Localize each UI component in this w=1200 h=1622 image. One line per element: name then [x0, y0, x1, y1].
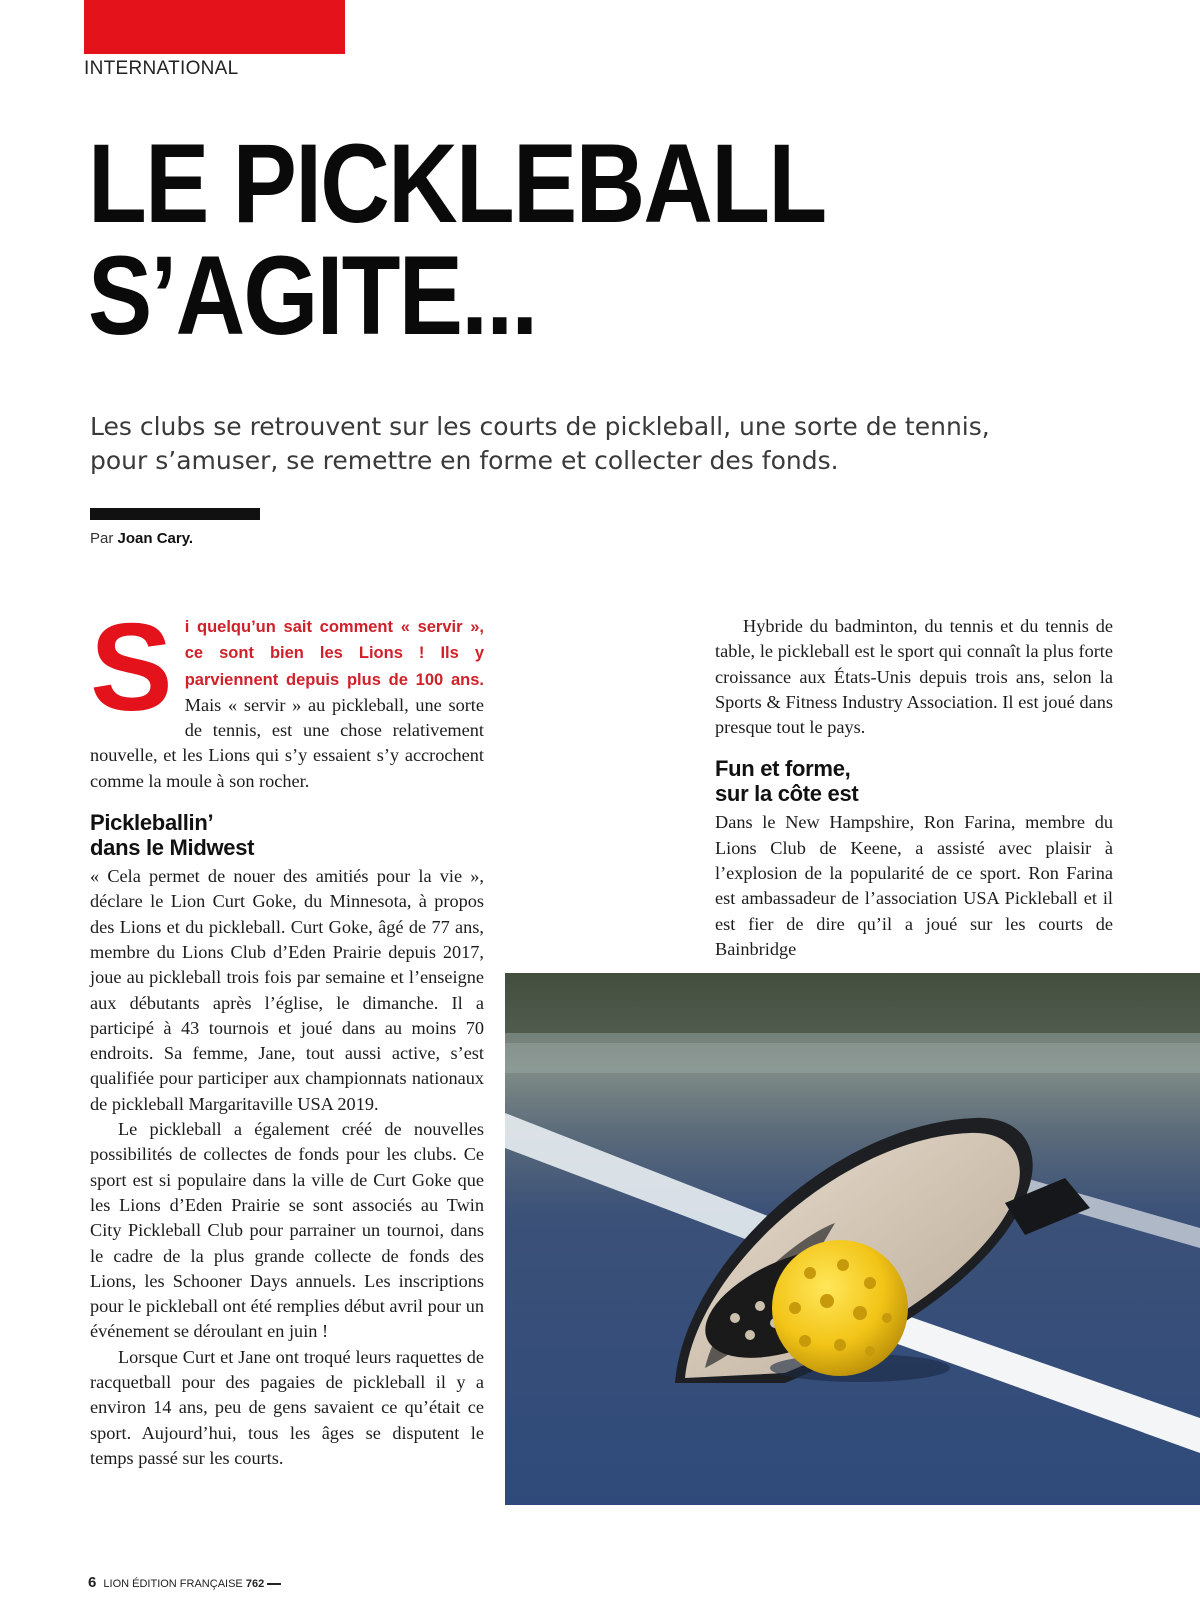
drop-cap: S	[90, 599, 173, 737]
headline-line-2: S’AGITE...	[88, 233, 537, 358]
body-paragraph: Lorsque Curt et Jane ont troqué leurs raquettes de racquetball pour des pagaies de pickleball il y a environ 14 ans, peu de gens savaient ce qu’était ce sport. Aujourd’hui, tous les âges se disputent le temps passé sur les courts.	[90, 1346, 484, 1468]
right-column	[715, 614, 1113, 962]
section-color-tab	[84, 0, 345, 54]
issue-number: 762	[245, 1578, 265, 1590]
footer-dash	[267, 1583, 281, 1585]
intro-rest: Mais « servir » au pickleball, une sorte de tennis, est une chose relativement nouvelle, et les Lions qui s’y essaient s’y accrochent comme la moule à son rocher.	[90, 694, 484, 791]
subhead-line-2: dans le Midwest	[90, 835, 255, 861]
body-paragraph: Hybride du badminton, du tennis et du tennis de table, le pickleball est le sport qui connaît la plus forte croissance aux États-Unis depuis trois ans, selon la Sports & Fitness Industry Association. Il est joué dans presque tout le pays.	[715, 616, 1113, 738]
page-number: 6	[88, 1574, 97, 1591]
publication-name: LION ÉDITION FRANÇAISE	[103, 1578, 243, 1590]
byline-prefix: Par	[90, 530, 114, 547]
subhead-line-1: Fun et forme,	[715, 756, 851, 782]
section-label: INTERNATIONAL	[84, 58, 239, 79]
pickleball-paddle-ball-image	[505, 973, 1200, 1505]
body-paragraph: Le pickleball a également créé de nouvelles possibilités de collectes de fonds pour les clubs. Ce sport est si populaire dans la ville de Curt Goke que les Lions d’Eden Prairie se sont associés au Twin City Pickleball Club pour parrainer un tournoi, dans le cadre de la plus grande collecte de fonds des Lions, les Schooner Days annuels. Les inscriptions pour le pickleball ont été remplies début avril pour un événement se déroulant en juin !	[90, 1119, 484, 1342]
headline-line-1: LE PICKLEBALL	[88, 121, 826, 246]
left-column	[90, 599, 484, 1471]
byline	[90, 530, 193, 547]
byline-author: Joan Cary.	[117, 530, 194, 547]
subhead-line-1: Pickleballin’	[90, 810, 214, 836]
subhead-line-2: sur la côte est	[715, 781, 859, 807]
subhead-midwest	[90, 810, 484, 860]
intro-paragraph	[90, 599, 484, 794]
body-paragraph: « Cela permet de nouer des amitiés pour la vie », déclare le Lion Curt Goke, du Minnesota, à propos des Lions et du pickleball. Curt Goke, âgé de 77 ans, membre du Lions Club d’Eden Prairie depuis 2017, joue au pickleball trois fois par semaine et l’enseigne aux débutants après l’église, le dimanche. Il a participé à 43 tournois et joué dans au moins 70 endroits. Sa femme, Jane, tout aussi active, s’est qualifiée pour participer aux championnats nationaux de pickleball Margaritaville USA 2019.	[90, 866, 484, 1114]
body-paragraph: Dans le New Hampshire, Ron Farina, membre du Lions Club de Keene, a assisté avec plaisir à l’explosion de la popularité de ce sport. Ron Farina est ambassadeur de l’association USA Pickleball et il est fier de dire qu’il a joué sur les courts de Bainbridge	[715, 812, 1113, 959]
intro-lead: i quelqu’un sait comment « servir », ce sont bien les Lions ! Ils y parviennent depuis plus de 100 ans.	[184, 618, 484, 689]
byline-rule	[90, 508, 260, 520]
deck-subtitle: Les clubs se retrouvent sur les courts de pickleball, une sorte de tennis, pour s’amuser, se remettre en forme et collecter des fonds.	[90, 412, 990, 475]
headline	[88, 121, 826, 358]
pickleball-photo	[505, 973, 1200, 1505]
page-footer	[88, 1574, 281, 1591]
subhead-east-coast	[715, 756, 1113, 806]
